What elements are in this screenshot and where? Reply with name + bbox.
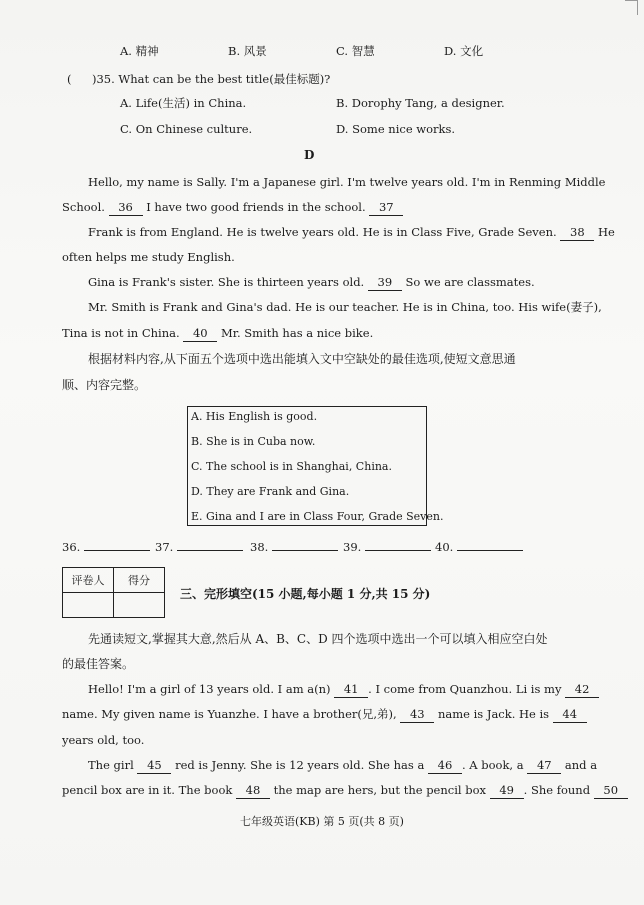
option-box-item-c: C. The school is in Shanghai, China. [191, 460, 392, 473]
blank-36: 36 [109, 199, 143, 216]
cloze-text: . A book, a [461, 758, 524, 772]
passage-text: Tina is not in China. [62, 326, 180, 340]
passage-text: I have two good friends in the school. [146, 200, 366, 214]
cloze-text: name is Jack. He is [437, 707, 550, 721]
answer-label: 36. [62, 540, 81, 554]
instruction-three-line1: 先通读短文,掌握其大意,然后从 A、B、C、D 四个选项中选出一个可以填入相应空白处 [88, 632, 548, 646]
page-corner-mark [625, 0, 638, 15]
q34-option-d: D. 文化 [444, 44, 484, 58]
option-box [187, 406, 444, 526]
blank-43: 43 [400, 706, 434, 723]
passage-line [88, 224, 615, 241]
q35-option-b: B. Dorophy Tang, a designer. [336, 96, 505, 110]
blank-47: 47 [527, 757, 561, 774]
blank-44: 44 [553, 706, 587, 723]
blank-42: 42 [565, 681, 599, 698]
answer-blank-39[interactable] [365, 550, 431, 551]
q35-option-c: C. On Chinese culture. [120, 122, 253, 136]
section-d-heading: D [304, 148, 315, 162]
answer-label: 39. [343, 540, 362, 554]
cloze-line [88, 757, 597, 774]
instruction-three-line2: 的最佳答案。 [62, 657, 135, 671]
answer-blank-40[interactable] [457, 550, 523, 551]
blank-49: 49 [490, 782, 524, 799]
answer-line-37 [155, 539, 243, 555]
cloze-text: pencil box are in it. The book [62, 783, 233, 797]
q34-option-b: B. 风景 [228, 44, 267, 58]
q35-stem: )35. What can be the best title(最佳标题)? [92, 72, 331, 86]
passage-text: Mr. Smith has a nice bike. [220, 326, 374, 340]
cloze-text: name. My given name is Yuanzhe. I have a brother(兄,弟), [62, 707, 397, 721]
passage-line [88, 274, 535, 291]
passage-line: often helps me study English. [62, 250, 235, 264]
answer-blank-38[interactable] [272, 550, 338, 551]
grader-cell [63, 593, 114, 618]
blank-39: 39 [368, 274, 402, 291]
q35-answer-paren: ( [67, 72, 72, 86]
cloze-text: . I come from Quanzhou. Li is my [368, 682, 562, 696]
blank-38: 38 [560, 224, 594, 241]
answer-blank-36[interactable] [84, 550, 150, 551]
cloze-text: Hello! I'm a girl of 13 years old. I am a(n) [88, 682, 331, 696]
passage-line [62, 325, 373, 342]
blank-40: 40 [183, 325, 217, 342]
passage-text: School. [62, 200, 105, 214]
option-box-item-d: D. They are Frank and Gina. [191, 485, 350, 498]
blank-50: 50 [594, 782, 628, 799]
passage-line: Mr. Smith is Frank and Gina's dad. He is our teacher. He is in China, too. His wife(妻子), [88, 300, 602, 314]
answer-line-40 [435, 539, 523, 555]
passage-text: Gina is Frank's sister. She is thirteen years old. [88, 275, 365, 289]
blank-41: 41 [334, 681, 368, 698]
cloze-text: red is Jenny. She is 12 years old. She has a [175, 758, 425, 772]
cloze-line: years old, too. [62, 733, 145, 747]
q34-option-a: A. 精神 [120, 44, 159, 58]
answer-label: 37. [155, 540, 174, 554]
passage-line: Hello, my name is Sally. I'm a Japanese girl. I'm twelve years old. I'm in Renming Middle [88, 175, 606, 189]
instruction-d-line2: 顺、内容完整。 [62, 378, 147, 392]
q35-option-a: A. Life(生活) in China. [120, 96, 247, 110]
passage-text: So we are classmates. [405, 275, 535, 289]
option-box-item-e: E. Gina and I are in Class Four, Grade Seven. [191, 510, 444, 523]
passage-text: Frank is from England. He is twelve years old. He is in Class Five, Grade Seven. [88, 225, 557, 239]
blank-45: 45 [137, 757, 171, 774]
cloze-text: The girl [88, 758, 134, 772]
cloze-line [62, 706, 587, 723]
passage-text: He [597, 225, 615, 239]
score-table [62, 567, 165, 618]
cloze-text: . She found [523, 783, 591, 797]
grader-header: 评卷人 [63, 568, 114, 593]
passage-line [62, 199, 403, 216]
score-header: 得分 [114, 568, 165, 593]
cloze-line [88, 681, 599, 698]
answer-line-38 [250, 539, 338, 555]
blank-48: 48 [236, 782, 270, 799]
instruction-d-line1: 根据材料内容,从下面五个选项中选出能填入文中空缺处的最佳选项,使短文意思通 [88, 352, 516, 366]
cloze-line [62, 782, 628, 799]
answer-label: 40. [435, 540, 454, 554]
answer-line-36 [62, 539, 150, 555]
blank-37: 37 [369, 199, 403, 216]
answer-label: 38. [250, 540, 269, 554]
q34-option-c: C. 智慧 [336, 44, 375, 58]
section-three-heading: 三、完形填空(15 小题,每小题 1 分,共 15 分) [180, 587, 431, 601]
answer-line-39 [343, 539, 431, 555]
option-box-item-b: B. She is in Cuba now. [191, 435, 316, 448]
option-box-item-a: A. His English is good. [191, 410, 318, 423]
answer-blank-37[interactable] [177, 550, 243, 551]
page-footer: 七年级英语(KB) 第 5 页(共 8 页) [240, 815, 404, 828]
cloze-text: the map are hers, but the pencil box [273, 783, 486, 797]
cloze-text: and a [564, 758, 598, 772]
blank-46: 46 [428, 757, 462, 774]
q35-option-d: D. Some nice works. [336, 122, 456, 136]
score-cell [114, 593, 165, 618]
